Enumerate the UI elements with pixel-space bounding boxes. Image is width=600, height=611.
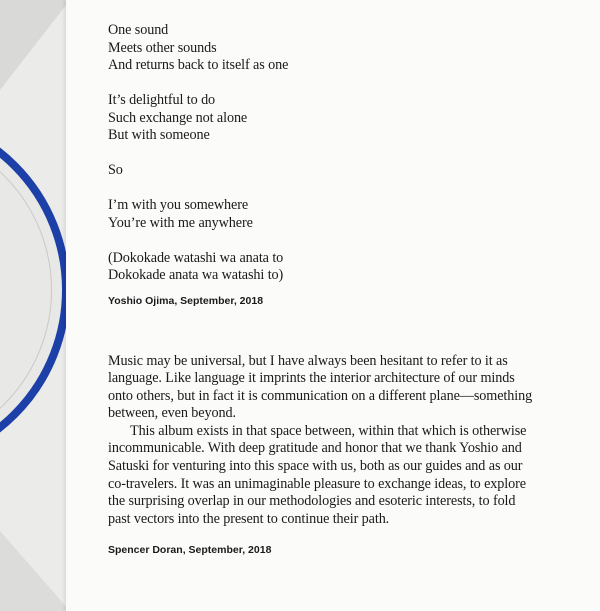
poem-stanza [108, 250, 538, 285]
essay-paragraph: This album exists in that space between, within that which is otherwise incommunicable. With deep gratitude and honor that we thank Yoshio and Satuski for venturing into this space with us, both as our guides and as our co-travelers. It was an unimaginable pleasure to exchange ideas, to explore the surprising overlap in our methodologies and esoteric interests, to fold past vectors into the present to continue their path. [108, 422, 527, 527]
poem-line: Such exchange not alone [108, 109, 248, 126]
poem-stanza [108, 162, 538, 180]
poem-line: So [108, 162, 123, 178]
poem-line: Dokokade anata wa watashi to) [108, 267, 284, 283]
poem-line: And returns back to itself as one [108, 57, 289, 73]
poem-line: (Dokokade watashi wa anata to [108, 249, 284, 266]
poem-line: It’s delightful to do [108, 92, 216, 108]
essay [108, 353, 533, 529]
poem-line: But with someone [108, 127, 210, 143]
poem [108, 22, 538, 285]
poem-stanza [108, 92, 538, 145]
essay-signature: Spencer Doran, September, 2018 [108, 544, 272, 557]
poem-line: One sound [108, 22, 169, 38]
poem-stanza [108, 197, 538, 232]
poem-line: Meets other sounds [108, 39, 217, 56]
poem-signature: Yoshio Ojima, September, 2018 [108, 294, 264, 307]
liner-notes-content [108, 22, 538, 556]
tray-tab-top [0, 0, 70, 90]
tray-tab-bottom [0, 531, 70, 611]
essay-paragraph: Music may be universal, but I have always been hesitant to refer to it as language. Like language it imprints the interior architecture of our minds onto others, but in fact it is communication on a different plane—something between, even beyond. [108, 352, 533, 422]
poem-line: I’m with you somewhere [108, 197, 249, 213]
poem-line: You’re with me anywhere [108, 214, 253, 231]
poem-stanza [108, 22, 538, 75]
